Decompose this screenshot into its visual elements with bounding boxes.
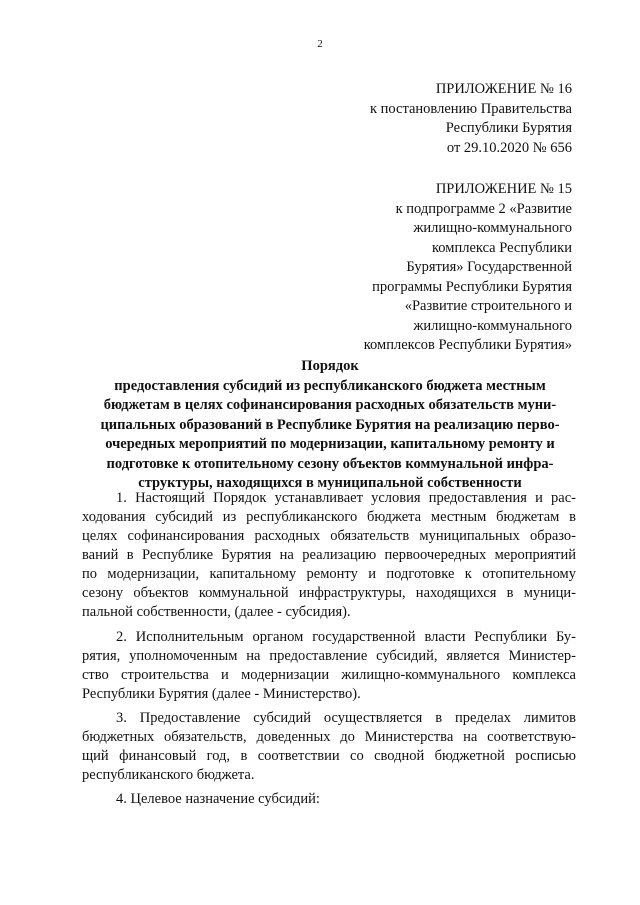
- appendix-16-line: ПРИЛОЖЕНИЕ № 16: [435, 81, 572, 97]
- title-line: структуры, находящихся в муниципальной собственности: [138, 475, 522, 491]
- appendix-16-line: Республики Бурятия: [445, 120, 572, 136]
- appendix-15-line: жилищно-коммунального: [413, 317, 572, 334]
- paragraph-2: [82, 628, 576, 704]
- paragraph-line: ходования субсидий из республиканского бюджета местным бюджетам в: [82, 509, 576, 525]
- paragraph-line: пальной собственности, (далее - субсидия).: [82, 604, 351, 620]
- paragraph-1: [82, 489, 576, 622]
- paragraph-line: 1. Настоящий Порядок устанавливает условия предоставления и рас-: [116, 490, 576, 506]
- appendix-15-line: ПРИЛОЖЕНИЕ № 15: [435, 181, 572, 197]
- title-line: ципальных образований в Республике Бурятия на реализацию перво-: [100, 416, 560, 433]
- paragraph-line: 3. Предоставление субсидий осуществляется в пределах лимитов: [116, 710, 576, 726]
- title-line: подготовке к отопительному сезону объектов коммунальной инфра-: [106, 455, 554, 472]
- paragraph-line: Республики Бурятия (далее - Министерство).: [82, 686, 361, 702]
- paragraph-line: республиканского бюджета.: [82, 767, 255, 783]
- paragraph-line: рятия, уполномоченным на предоставление субсидий, является Министер-: [82, 648, 576, 664]
- appendix-15-line: комплекса Республики: [432, 239, 572, 256]
- paragraph-line: щий финансовый год, в соответствии со сводной бюджетной росписью: [82, 748, 576, 764]
- appendix-15-line: комплексов Республики Бурятия»: [363, 337, 572, 353]
- title-line: очередных мероприятий по модернизации, капитальному ремонту и: [105, 436, 555, 452]
- paragraph-line: сезону объектов коммунальной инфраструктуры, находящихся в муници-: [82, 585, 576, 601]
- appendix-15-line: жилищно-коммунального: [413, 220, 572, 236]
- appendix-15-header: [364, 180, 572, 356]
- paragraph-line: 2. Исполнительным органом государственной власти Республики Бу-: [116, 629, 576, 645]
- appendix-16-header: [370, 80, 572, 158]
- page-number: 2: [317, 38, 323, 50]
- paragraph-line: по модернизации, капитальному ремонту и подготовке к отопительному: [82, 566, 576, 582]
- paragraph-line: ваний в Республике Бурятия на реализацию первоочередных мероприятий: [82, 547, 576, 563]
- paragraph-line: бюджетных обязательств, доведенных до Министерства на соответствую-: [82, 729, 576, 745]
- appendix-16-line: к постановлению Правительства: [370, 100, 572, 117]
- paragraph-line: целях софинансирования расходных обязательств муниципальных образо-: [82, 528, 576, 544]
- document-title: [82, 357, 578, 494]
- appendix-15-line: «Развитие строительного и: [404, 298, 572, 314]
- paragraph-4: [82, 790, 576, 809]
- paragraph-line: 4. Целевое назначение субсидий:: [116, 791, 320, 807]
- appendix-15-line: Бурятия» Государственной: [406, 259, 572, 275]
- paragraph-3: [82, 709, 576, 785]
- appendix-15-line: к подпрограмме 2 «Развитие: [395, 200, 572, 217]
- title-line: Порядок: [301, 358, 359, 374]
- appendix-16-line: от 29.10.2020 № 656: [446, 139, 572, 156]
- title-line: бюджетам в целях софинансирования расходных обязательств муни-: [103, 397, 557, 413]
- title-line: предоставления субсидий из республиканского бюджета местным: [114, 377, 546, 394]
- appendix-15-line: программы Республики Бурятия: [372, 278, 572, 295]
- paragraph-line: ство строительства и модернизации жилищно-коммунального комплекса: [82, 667, 576, 683]
